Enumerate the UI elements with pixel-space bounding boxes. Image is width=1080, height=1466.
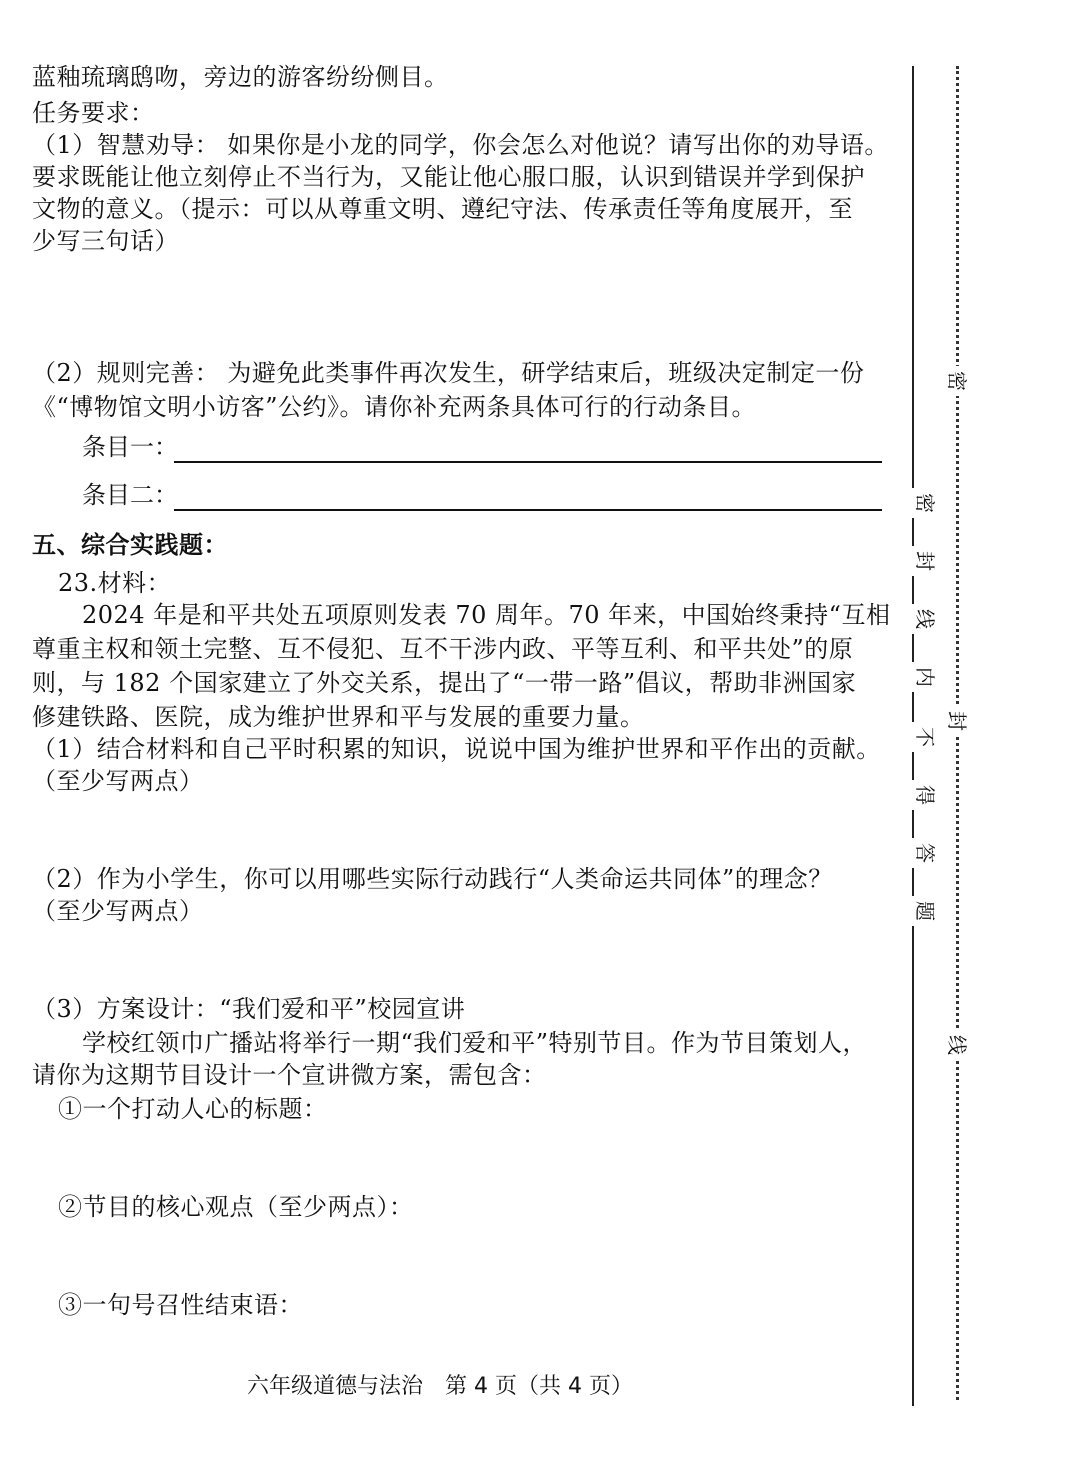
answer-item-label: 条目一： [82,433,178,461]
requirement-item: ①一个打动人心的标题： [58,1095,328,1123]
seal-char: 密 [942,366,972,396]
seal-char: 封 [910,546,940,576]
answer-item-label: 条目二： [82,481,178,509]
material-text: 修建铁路、医院，成为维护世界和平与发展的重要力量。 [32,703,645,731]
answer-blank-line[interactable] [174,461,882,463]
text-line: 请你为这期节目设计一个宣讲微方案，需包含： [32,1061,547,1089]
page-footer: 六年级道德与法治 第 4 页（共 4 页） [247,1374,633,1399]
seal-char: 得 [910,780,940,810]
text-line: 要求既能让他立刻停止不当行为，又能让他心服口服，认识到错误并学到保护 [32,163,865,191]
material-text: 2024 年是和平共处五项原则发表 70 周年。70 年来，中国始终秉持“互相 [82,601,891,629]
seal-char: 线 [942,1030,972,1060]
subquestion-3: （3）方案设计：“我们爱和平”校园宣讲 [32,995,466,1023]
text-line: 学校红领巾广播站将举行一期“我们爱和平”特别节目。作为节目策划人， [82,1029,868,1057]
seal-char: 不 [910,722,940,752]
subquestion-1: （1）结合材料和自己平时积累的知识，说说中国为维护世界和平作出的贡献。 [32,735,881,763]
section-heading: 五、综合实践题： [32,531,228,559]
task-2-prompt: （2）规则完善： 为避免此类事件再次发生，研学结束后，班级决定制定一份 [32,359,865,387]
material-text: 则，与 182 个国家建立了外交关系，提出了“一带一路”倡议，帮助非洲国家 [32,669,857,697]
answer-item-1[interactable] [82,432,882,466]
text-line: 《“博物馆文明小访客”公约》。请你补充两条具体可行的行动条目。 [32,393,757,421]
requirement-item: ③一句号召性结束语： [58,1291,303,1319]
seal-char: 封 [942,706,972,736]
text-line: 少写三句话） [32,227,179,255]
text-line: （至少写两点） [32,767,204,795]
subquestion-2: （2）作为小学生，你可以用哪些实际行动践行“人类命运共同体”的理念？ [32,865,833,893]
question-number: 23.材料： [58,569,172,597]
seal-char: 答 [910,838,940,868]
seal-char: 题 [910,896,940,926]
text-line: 蓝釉琉璃鸱吻，旁边的游客纷纷侧目。 [32,63,449,91]
answer-blank-line[interactable] [174,509,882,511]
requirement-item: ②节目的核心观点（至少两点）： [58,1193,414,1221]
seal-char: 内 [910,662,940,692]
task-heading: 任务要求： [32,99,155,127]
seal-char: 密 [910,488,940,518]
material-text: 尊重主权和领土完整、互不侵犯、互不干涉内政、平等互利、和平共处”的原 [32,635,854,663]
seal-char: 线 [910,604,940,634]
answer-item-2[interactable] [82,480,882,514]
text-line: 文物的意义。（提示：可以从尊重文明、遵纪守法、传承责任等角度展开，至 [32,195,853,223]
text-line: （至少写两点） [32,897,204,925]
task-1-prompt: （1）智慧劝导： 如果你是小龙的同学，你会怎么对他说？请写出你的劝导语。 [32,131,889,159]
